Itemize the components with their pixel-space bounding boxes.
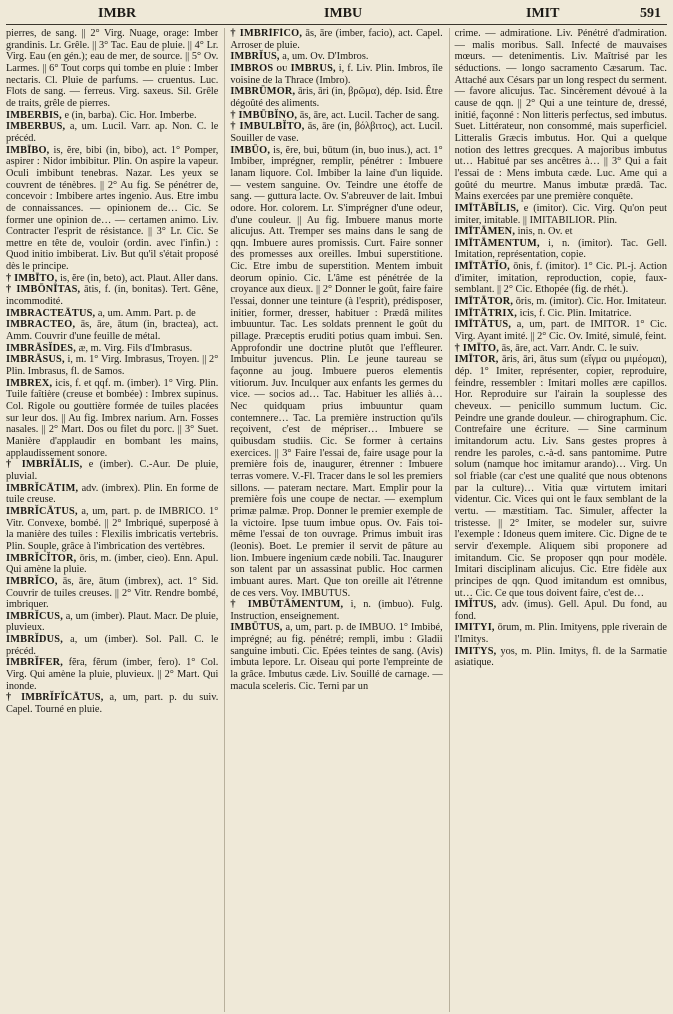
- dictionary-entry: [6, 611, 218, 634]
- entry-definition: e (in, barba). Cic. Hor. Imberbe.: [64, 109, 197, 121]
- entry-headword: IMBRĬCO,: [6, 575, 58, 587]
- entry-headword: IMBERBUS,: [6, 121, 66, 133]
- entry-definition: ās, āre, ātum (imbrex), act. 1° Sid. Couvrir de tuiles creuses. || 2° Vitr. Rendre bombé, imbriquer.: [6, 575, 219, 611]
- entry-definition: e (imber). C.-Aur. De pluie, pluvial.: [6, 459, 219, 482]
- entry-definition: āris, āri, ātus sum (εἴγμα ou μιμέομαι), dép. 1° Imiter, représenter, copier, reproduire, feindre, ressembler : Imitari molles ære capillos. Hor. Reproduire sur l'airain la souplesse des cheveux. — penicillo summum luctum. Cic. Peindre une grande douleur. — chirographum. Cic. Contrefaire une écriture. — Sine carminum imitandorum actu. Liv. Sans gestes propres à rendre les paroles, c.-à-d. sans pantomime. Putre solum (namque hoc imitamur arando)… Virg. Un sol friable (car c'est une qualité que nous obtenons par la culture)… Vitia quæ virtutem imitari videntur. Cic. Vices qui ont le faux semblant de la vertu. — mæstitiam. Tac. Simuler, affecter la tristesse. || 2° Imiter, se modeler sur, suivre l'exemple : Idoneus quem imitere. Cic. Digne de te servir d'exemple. Aliquem sibi proponere ad imitandum. Cic. Se proposer qqn pour modèle. Imitari disciplinam alicujus. Cic. Etre fidèle aux principes de qqn. Quod imitandum est omnibus, ut… Cic. Ce que tous doivent faire, c'est de…: [454, 354, 667, 599]
- dictionary-entry: [455, 203, 667, 226]
- dictionary-entry: [6, 319, 218, 342]
- entry-definition: e (imitor). Cic. Virg. Qu'on peut imiter, imitable. || IMITABILIOR. Plin.: [454, 202, 667, 226]
- entry-headword: IMBĪBO,: [6, 144, 50, 156]
- dictionary-entry: [455, 599, 667, 622]
- header-center-guideword: IMBU: [324, 6, 363, 21]
- entry-definition: æ, m. Virg. Fils d'Imbrasus.: [78, 342, 193, 354]
- dictionary-entry: [455, 28, 667, 203]
- dictionary-entry: [6, 657, 218, 692]
- dictionary-entry: [6, 459, 218, 482]
- dictionary-entry: [6, 110, 218, 122]
- entry-headword: IMBRĬCĬTOR,: [6, 552, 77, 564]
- dictionary-entry: [230, 110, 442, 122]
- dictionary-entry: [455, 319, 667, 342]
- entry-definition: ōris, m. (imitor). Cic. Hor. Imitateur.: [515, 296, 667, 308]
- entry-headword: IMBRĀSUS,: [6, 354, 65, 366]
- dictionary-entry: [455, 354, 667, 599]
- entry-definition: i, m. 1° Virg. Imbrasus, Troyen. || 2° Plin. Imbrasus, fl. de Samos.: [6, 354, 219, 378]
- entry-headword: IMBŪTUS,: [230, 622, 283, 634]
- entry-definition: is, ĕre, bui, būtum (in, buo inus.), act. 1° Imbiber, imprégner, remplir, pénétrer : Imbuere lanam liquore. Col. Imbiber la laine d'un liquide. — vestem sanguine. Ov. Teindre une étoffe de sang. — guttura lacte. Ov. S'abreuver de lait. Imbui odore. Hor. colorem. Lr. S'imprégner d'une odeur, d'une couleur. || Au fig. Imbuere manus morte alicujus. Att. Tremper ses mains dans le sang de qqn. Imbuere aures promissis. Curt. Faire sonner des promesses aux oreilles. Imbui superstitione. Cic. Etre imbu de superstition. Mentem imbuit deorum opinio. Cic. L'âme est pénétrée de la croyance aux dieux. || 2° Donner le goût, faire faire l'essai, donner une teinture (à l'esprit), prédisposer, initier, former, dresser, habituer : Prædâ milites imbuuntur. Tac. Les soldats prennent le goût du pillage. Præceptis eruditi potius quam imbui. Sen. Approfondir une doctrine plutôt que l'effleurer. Imbuitur juvencus. Plin. Le jeune taureau se façonne au joug. Imbuere pueros elementis vitiorum. Juv. Inculquer aux enfants les germes du vice. — socios ad… Tac. Habituer les alliés à… Nec quidquam prius imbuuntur quam contemnere… Tac. La première instruction qu'ils reçoivent, c'est de mépriser… Imbuere se quibusdam studiis. Cic. Se former à certains exercices. || 3° Faire l'essai de, faire usage pour la première fois de, inaugurer, étrenner : Imbuere terras vomere. V.-Fl. Tracer dans le sol les premiers sillons. — pateram nectare. Mart. Emplir pour la première fois une coupe de nectar. — exemplum primæ palmæ. Prop. Donner le premier exemple de la victoire. Ipse tuum imbue opus. Ov. Fais toi-même l'essai de ton ouvrage. Primus imbuit iras (leonis). Boet. Le premier il servit de pâture au lion. Imbuere ingenium cæde nobili. Tac. Inaugurer son talent par un assassinat public. Hoc carmen imbuant aures. Mart. Que ton oreille ait l'étrenne de ces vers. Voy. IMBUTUS.: [230, 144, 443, 599]
- dictionary-entry: [230, 121, 442, 144]
- entry-headword: † IMBĪTO,: [6, 272, 58, 284]
- header-left-guideword: IMBR: [98, 6, 137, 21]
- dictionary-entry: [230, 63, 442, 86]
- entry-headword: IMBRĬCĀTUS,: [6, 505, 78, 517]
- entry-headword: IMBRŪMOR,: [230, 86, 296, 98]
- dictionary-entry: [230, 28, 442, 51]
- entry-headword: IMITYI,: [454, 622, 495, 634]
- dictionary-entry: [6, 145, 218, 273]
- entry-definition: ātis, f. (in, bonitas). Tert. Gêne, incommodité.: [6, 284, 219, 308]
- entry-headword: IMBRĬCUS,: [6, 610, 64, 622]
- entry-definition: ās, āre, act. Lucil. Tacher de sang.: [299, 109, 440, 121]
- entry-definition: ās, āre (imber, facio), act. Capel. Arroser de pluie.: [230, 28, 443, 51]
- entry-headword: † IMBULBĬTO,: [230, 121, 305, 133]
- dictionary-entry: [6, 308, 218, 320]
- dictionary-entry: [455, 238, 667, 261]
- entry-headword: IMITYS,: [454, 645, 497, 657]
- entry-definition: is, ĕre, bibi (in, bibo), act. 1° Pomper, aspirer : Nidor imbibitur. Plin. On aspire la vapeur. Oculi imbibunt tenebras. Nazar. Les yeux se couvrent de ténèbres. || 2° Au fig. Se pénétrer de, concevoir : Imbibere artes ingenio. Aus. Etre imbu de connaissances. — opinionem de… Cic. Se former une opinion de… — certamen animo. Liv. Contracter l'esprit de résistance. || 3° Lr. Cic. Se mettre en tête de, vouloir (ordin. avec l'infin.) : Quod initio imbiberat. Liv. But qu'il s'était proposé dès le principe.: [6, 144, 219, 273]
- dictionary-entry: [455, 261, 667, 296]
- columns: [6, 28, 667, 1012]
- entry-definition: adv. (imus). Gell. Apul. Du fond, au fond.: [454, 599, 667, 622]
- entry-definition: a, um, part. de IMITOR. 1° Cic. Virg. Ayant imité. || 2° Cic. Ov. Imité, simulé, feint.: [454, 319, 667, 343]
- entry-headword: IMĪTOR,: [454, 354, 499, 366]
- entry-definition: crime. — admiratione. Liv. Pénétré d'admiration. — malis moribus. Sall. Infecté de mauvaises mœurs. — detenimentis. Liv. Maîtrisé par les séductions. — longo sacramento Cæsarum. Tac. Attaché aux Césars par un long respect du serment. — favore alicujus. Tac. Sincèrement dévoué à la cause de qqn. || 2° Qui a une teinture de, dressé, initié, façonné : Non litteris perfectus, sed imbutus. Suet. Littérateur, non consommé, mais superficiel. Litteralis Græcis imbutus. Hor. Qui a quelque notion des lettres grecques. A majoribus imbutus ut… Habitué par ses ancêtres à… || 3° Qui a fait l'essai de : Mens imbuta cæde. Luc. Ame qui a goûté du meurtre. Manus imbutæ prædâ. Tac. Mains exercées par une première conquête.: [454, 28, 667, 203]
- dictionary-entry: [230, 599, 442, 622]
- entry-headword: † IMĪTO,: [454, 342, 499, 354]
- dictionary-entry: [455, 646, 667, 669]
- entry-definition: ās, āre (in, βόλβιτος), act. Lucil. Souiller de vase.: [230, 121, 443, 144]
- entry-definition: a, um. Lucil. Varr. ap. Non. C. le précéd.: [6, 121, 219, 144]
- column-1: [6, 28, 218, 1012]
- entry-definition: a, um. Amm. Part. p. de: [97, 307, 196, 319]
- entry-headword: IMĪTĀMEN,: [454, 226, 516, 238]
- entry-definition: a, um (imber). Plaut. Macr. De pluie, pluvieux.: [6, 610, 219, 634]
- header-right-guideword: IMIT: [526, 6, 560, 21]
- entry-headword: † IMBŌNĪTAS,: [6, 284, 81, 296]
- dictionary-entry: [455, 622, 667, 645]
- dictionary-entry: [455, 296, 667, 308]
- entry-definition: is, ĕre (in, beto), act. Plaut. Aller dans.: [59, 272, 219, 284]
- dictionary-entry: [6, 634, 218, 657]
- dictionary-entry: [6, 28, 218, 110]
- entry-headword: IMĪTĀBĬLIS,: [454, 202, 519, 214]
- entry-headword: IMBERBIS,: [6, 109, 62, 121]
- entry-headword: IMĬTUS,: [454, 599, 497, 611]
- entry-headword: IMBRĬFER,: [6, 657, 64, 669]
- entry-headword: IMBRACTEĀTUS,: [6, 307, 96, 319]
- dictionary-entry: [6, 354, 218, 377]
- dictionary-entry: [6, 692, 218, 715]
- entry-definition: ās, āre, act. Varr. Andr. C. le suiv.: [501, 342, 639, 354]
- entry-definition: yos, m. Plin. Imitys, fl. de la Sarmatie asiatique.: [454, 645, 667, 669]
- entry-definition: fĕra, fĕrum (imber, fero). 1° Col. Virg. Qui amène la pluie, pluvieux. || 2° Mart. Qui inonde.: [6, 657, 219, 692]
- entry-definition: icis, f. et qqf. m. (imber). 1° Virg. Plin. Tuile faîtière (creuse et bombée) : Imbrex supinus. Col. Rigole ou gouttière formée de tuiles placées sur leur dos. || Au fig. Imbrex narium. Arn. Fosses nasales. || 2° Mart. Dos ou filet du porc. || 3° Suet. Manière d'applaudir en bombant les mains, applaudissement sonore.: [6, 377, 219, 459]
- entry-headword: IMĪTĀMENTUM,: [454, 237, 540, 249]
- entry-headword: † IMBRĬFĬCO,: [230, 28, 303, 39]
- entry-headword: IMBRĬCĀTIM,: [6, 482, 79, 494]
- dictionary-entry: [455, 226, 667, 238]
- entry-headword: † IMBRĬĀLIS,: [6, 459, 83, 471]
- entry-definition: inis, n. Ov. et: [517, 226, 573, 238]
- entry-headword: IMBROS ou IMBRUS,: [230, 62, 336, 74]
- entry-headword: IMBREX,: [6, 377, 53, 389]
- entry-definition: ōrum, m. Plin. Imityens, pple riverain de l'Imitys.: [454, 622, 667, 646]
- entry-headword: † IMBŪTĀMENTUM,: [230, 599, 344, 611]
- entry-definition: a, um, part. p. de IMBUO. 1° Imbibé, imprégné; au fig. pénétré; rempli, imbu : Gladii sanguine imbuti. Cic. Epées teintes de sang. (Avis) imbuta lepore. Lr. Oiseau qui porte l'empreinte de la grâce. Imbutus cæde. Liv. Souillé de carnage. — macula sceleris. Cic. Terni par un: [230, 622, 443, 692]
- entry-definition: icis, f. Cic. Plin. Imitatrice.: [519, 307, 632, 319]
- entry-definition: i, n. (imitor). Tac. Gell. Imitation, représentation, copie.: [454, 237, 667, 261]
- entry-definition: ōnis, f. (imitor). 1° Cic. Pl.-j. Action d'imiter, imitation, reproduction, copie, faux-semblant. || 2° Cic. Ethopée (fig. de rhét.).: [454, 261, 667, 296]
- entry-definition: i, f. Liv. Plin. Imbros, île voisine de la Thrace (Imbro).: [230, 62, 443, 86]
- page-number: 591: [640, 6, 661, 21]
- dictionary-entry: [230, 145, 442, 600]
- entry-headword: IMĪTĀTRIX,: [454, 307, 518, 319]
- entry-headword: † IMBŪBĬNO,: [230, 109, 298, 121]
- entry-definition: ās, āre, ātum (in, bractea), act. Amm. Couvrir d'une feuille de métal.: [6, 319, 219, 343]
- entry-headword: IMĪTĀTĬO,: [454, 261, 510, 273]
- dictionary-entry: [6, 273, 218, 285]
- dictionary-entry: [230, 51, 442, 63]
- entry-definition: a, um. Ov. D'Imbros.: [282, 51, 369, 63]
- entry-headword: IMBŪO,: [230, 144, 271, 156]
- entry-headword: IMĪTĀTOR,: [454, 296, 514, 308]
- entry-headword: IMBRĬDUS,: [6, 634, 64, 646]
- entry-headword: IMBRĬUS,: [230, 51, 280, 63]
- dictionary-entry: [6, 483, 218, 506]
- running-header: [6, 4, 667, 25]
- dictionary-entry: [6, 553, 218, 576]
- dictionary-entry: [6, 506, 218, 553]
- entry-headword: IMBRACTEO,: [6, 319, 76, 331]
- dictionary-entry: [6, 121, 218, 144]
- dictionary-entry: [6, 378, 218, 460]
- entry-headword: † IMBRĬFĬCĀTUS,: [6, 692, 104, 704]
- dictionary-entry: [455, 308, 667, 320]
- dictionary-entry: [230, 86, 442, 109]
- dictionary-entry: [6, 284, 218, 307]
- entry-headword: IMBRĀSĬDES,: [6, 342, 77, 354]
- entry-definition: adv. (imbrex). Plin. En forme de tuile creuse.: [6, 482, 219, 506]
- entry-headword: IMĪTĀTUS,: [454, 319, 512, 331]
- entry-definition: a, um, part. p. de IMBRICO. 1° Vitr. Convexe, bombé. || 2° Imbriqué, superposé à la manière des tuiles : Flexilis imbricatis vertebris. Plin. Souple, grâce à l'imbrication des vertèbres.: [6, 505, 219, 552]
- entry-definition: āris, āri (in, βρῶμα), dép. Isid. Être dégoûté des aliments.: [230, 86, 443, 109]
- entry-definition: a, um, part. p. du suiv. Capel. Tourné en pluie.: [6, 692, 219, 716]
- dictionary-entry: [6, 343, 218, 355]
- column-2: [224, 28, 442, 1012]
- entry-definition: ōris, m. (imber, cieo). Enn. Apul. Qui amène la pluie.: [6, 552, 219, 576]
- dictionary-entry: [6, 576, 218, 611]
- dictionary-entry: [230, 622, 442, 692]
- entry-definition: pierres, de sang. || 2° Virg. Nuage, orage: Imber grandinis. Lr. Grêle. || 3° Tac. Eau de pluie. || 4° Lr. Virg. Eau (en gén.); eau de mer, de source. || 5° Ov. Larmes. || 6° Tout corps qui tombe en pluie : Imber nectaris. Cl. Pluie de parfums. — cruentus. Luc. Flots de sang. — ferreus. Virg. saxeus. Sil. Grêle de traits, grêle de pierres.: [6, 28, 219, 109]
- entry-definition: i, n. (imbuo). Fulg. Instruction, enseignement.: [230, 599, 443, 622]
- entry-definition: a, um (imber). Sol. Pall. C. le précéd.: [6, 634, 219, 657]
- dictionary-entry: [455, 343, 667, 355]
- column-3: [449, 28, 667, 1012]
